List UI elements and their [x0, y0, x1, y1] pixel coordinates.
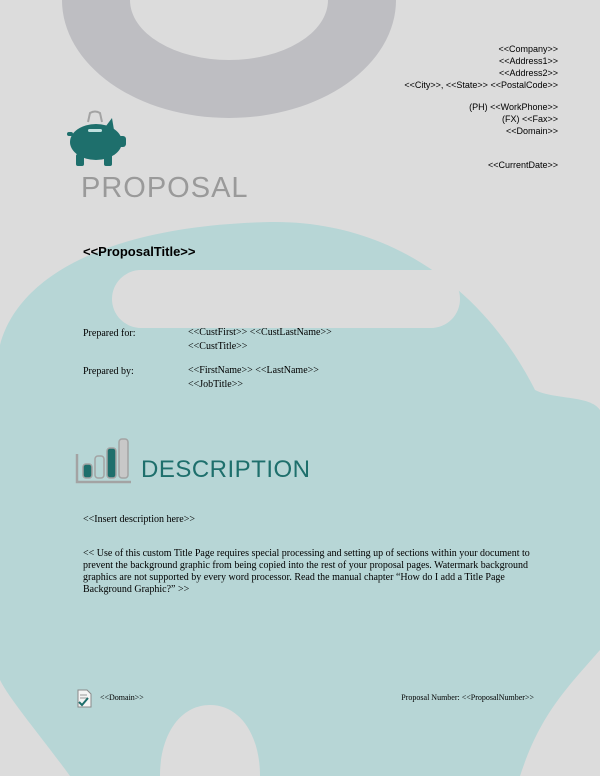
customer-title: <<CustTitle>> [188, 341, 248, 352]
author-title: <<JobTitle>> [188, 379, 243, 390]
piggy-bank-icon [60, 110, 130, 170]
footer-proposal-number: Proposal Number: <<ProposalNumber>> [401, 693, 534, 702]
coin-slot-shape [112, 270, 460, 328]
proposal-title: <<ProposalTitle>> [83, 244, 196, 259]
document-check-icon [76, 689, 94, 709]
description-body: << Use of this custom Title Page requires special processing and setting up of sections within your document to prevent the background graphic from being copied into the rest of your proposal pages. Watermark background graphics are not supported by every word processor. Read the manual chapter “How do I add a Title Page Background Graphic?” >> [83, 548, 530, 595]
description-heading: DESCRIPTION [141, 456, 311, 483]
top-ring-shape [62, 0, 396, 118]
sender-address-block [404, 43, 558, 137]
proposal-wordmark: PROPOSAL [81, 172, 249, 204]
prepared-by-block [188, 364, 319, 392]
company-name: <<Company>> [498, 44, 558, 54]
city-state-postal: <<City>>, <<State>> <<PostalCode>> [404, 80, 558, 90]
footer-domain: <<Domain>> [100, 693, 144, 702]
fax-number: (FX) <<Fax>> [501, 114, 558, 124]
description-placeholder: <<Insert description here>> [83, 514, 195, 525]
prepared-by-label: Prepared by: [83, 366, 134, 377]
bar-chart-icon [74, 436, 134, 486]
prepared-for-label: Prepared for: [83, 328, 136, 339]
prepared-for-block [188, 326, 332, 354]
current-date: <<CurrentDate>> [487, 160, 558, 170]
address-line-1: <<Address1>> [498, 56, 558, 66]
author-name: <<FirstName>> <<LastName>> [188, 365, 319, 376]
customer-name: <<CustFirst>> <<CustLastName>> [188, 327, 332, 338]
domain: <<Domain>> [505, 126, 558, 136]
work-phone: (PH) <<WorkPhone>> [469, 102, 558, 112]
address-line-2: <<Address2>> [498, 68, 558, 78]
